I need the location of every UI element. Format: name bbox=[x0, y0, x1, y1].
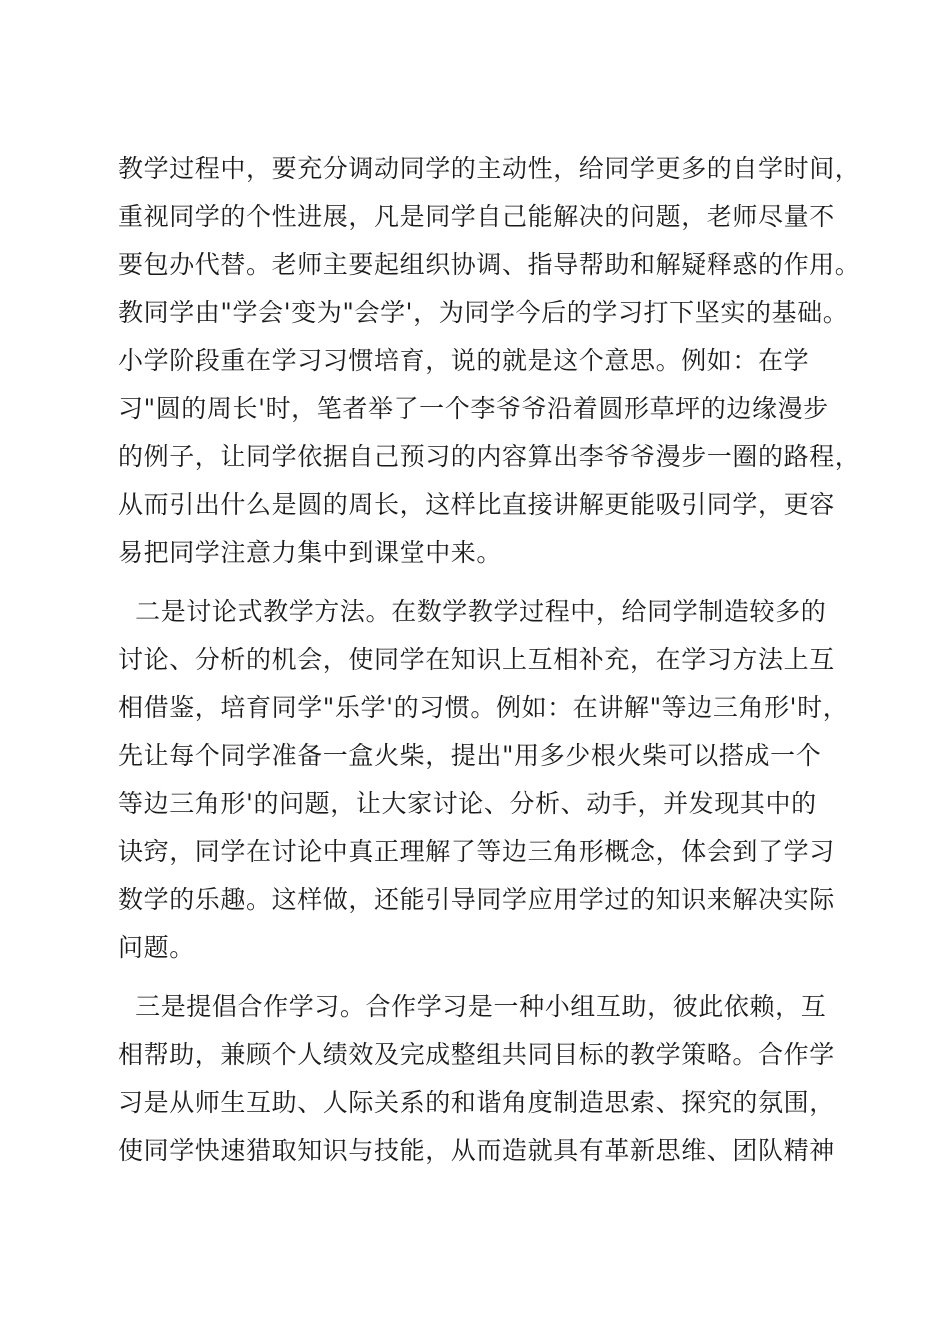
text-line: 使同学快速猎取知识与技能，从而造就具有革新思维、团队精神 bbox=[118, 1136, 835, 1165]
text-line: 诀窍，同学在讨论中真正理解了等边三角形概念，体会到了学习 bbox=[118, 837, 835, 866]
text-line: 问题。 bbox=[118, 933, 195, 962]
paragraph-start-line: 二是讨论式教学方法。在数学教学过程中，给同学制造较多的 bbox=[118, 597, 827, 626]
text-line: 习是从师生互助、人际关系的和谐角度制造思索、探究的氛围， bbox=[118, 1088, 835, 1117]
text-line: 先让每个同学准备一盒火柴，提出"用多少根火柴可以搭成一个 bbox=[118, 741, 822, 770]
text-line: 教同学由"学会'变为"会学'，为同学今后的学习打下坚实的基础。 bbox=[118, 298, 849, 327]
text-line: 易把同学注意力集中到课堂中来。 bbox=[118, 538, 503, 567]
text-line: 要包办代替。老师主要起组织协调、指导帮助和解疑释惑的作用。 bbox=[118, 250, 861, 279]
text-line: 相帮助，兼顾个人绩效及完成整组共同目标的教学策略。合作学 bbox=[118, 1040, 835, 1069]
text-line: 数学的乐趣。这样做，还能引导同学应用学过的知识来解决实际 bbox=[118, 885, 835, 914]
text-line: 教学过程中，要充分调动同学的主动性，给同学更多的自学时间， bbox=[118, 154, 861, 183]
text-line: 讨论、分析的机会，使同学在知识上互相补充，在学习方法上互 bbox=[118, 645, 835, 674]
text-line: 等边三角形'的问题，让大家讨论、分析、动手，并发现其中的 bbox=[118, 789, 817, 818]
text-line: 从而引出什么是圆的周长，这样比直接讲解更能吸引同学，更容 bbox=[118, 490, 835, 519]
text-line: 的例子，让同学依据自己预习的内容算出李爷爷漫步一圈的路程， bbox=[118, 442, 861, 471]
paragraph-start-line: 三是提倡合作学习。合作学习是一种小组互助，彼此依赖，互 bbox=[118, 992, 827, 1021]
text-line: 小学阶段重在学习习惯培育，说的就是这个意思。例如：在学 bbox=[118, 346, 810, 375]
text-line: 习"圆的周长'时，笔者举了一个李爷爷沿着圆形草坪的边缘漫步 bbox=[118, 394, 829, 423]
text-line: 重视同学的个性进展，凡是同学自己能解决的问题，老师尽量不 bbox=[118, 202, 835, 231]
text-line: 相借鉴，培育同学"乐学'的习惯。例如：在讲解"等边三角形'时， bbox=[118, 693, 849, 722]
